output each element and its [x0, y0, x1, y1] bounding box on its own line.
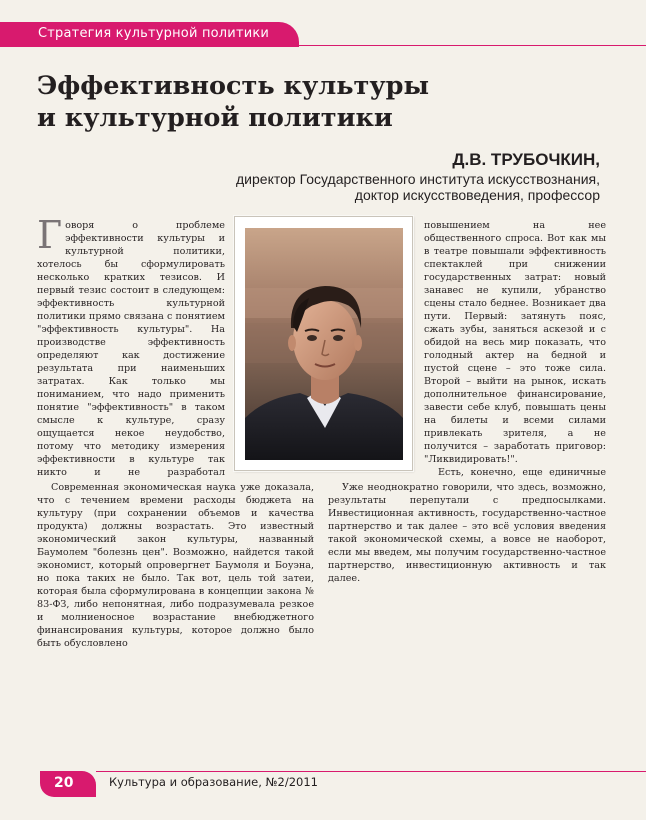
journal-title: Культура и образование, №2/2011 [109, 775, 318, 789]
paragraph-4: Есть, конечно, еще единичные [438, 467, 606, 478]
title-line-2: и культурной политики [37, 103, 393, 133]
paragraph-5: Уже неоднократно говорили, что здесь, возможно, результаты перепутали с предпосылками. Инвестиционная активность, государственно-частное партнерство и так далее – это всё условия введения такой экономической схемы, а вовсе не наоборот, если мы введем, мы получим государственно-частное партнерство, инвестиционную активность и так далее. [328, 482, 606, 584]
author-name: Д.В. ТРУБОЧКИН, [452, 150, 600, 169]
article-title [37, 70, 429, 134]
page-number-badge [40, 771, 96, 797]
text-column-4 [328, 481, 606, 741]
portrait-illustration [245, 228, 403, 460]
drop-cap: Г [37, 219, 63, 257]
header-rule [299, 45, 646, 46]
title-line-1: Эффективность культуры [37, 71, 430, 101]
author-block [236, 150, 600, 203]
author-role-1: директор Государственного института искусствознания, [236, 171, 600, 187]
author-photo-frame [234, 216, 413, 471]
author-role-2: доктор искусствоведения, профессор [354, 187, 600, 203]
paragraph-3-continued: повышением на нее общественного спроса. Вот как мы в театре повышали эффективность спектаклей при снижении государственных затрат: новый занавес не купили, убранство сцены стало беднее. Возникает два пути. Первый: затянуть пояс, сжать зубы, заняться аскезой и с обидой на весь мир показать, что голодный актер на бедной и пустой сцене – это тоже сила. Второй – выйти на рынок, искать дополнительное финансирование, завести себе клуб, повышать цены на билеты и всеми силами привлекать зрителя, а не получится – заработать приговор: "Ликвидировать!". [424, 220, 606, 465]
page-number: 20 [54, 775, 74, 791]
section-title: Стратегия культурной политики [38, 26, 270, 41]
paragraph-1: Говоря о проблеме эффективности культуры и культурной политики, хотелось бы сформулировать несколько кратких тезисов. И первый тезис состоит в следующем: эффективность культурной политики прямо связана с понятием "эффективность культуры". На производстве эффективность определяют как достижение результата при наименьших затратах. Как только мы пониманием, что надо применить понятие "эффективность" в таком смысле к культуре, сразу ощущается некое неудобство, потому что методику измерения эффективности в культуре так никто и не разработал [37, 219, 225, 477]
author-photo [245, 228, 403, 460]
footer-rule [96, 771, 646, 772]
text-column-1 [37, 219, 225, 477]
section-banner [0, 22, 299, 47]
text-column-3 [37, 481, 314, 746]
paragraph-3: Современная экономическая наука уже доказала, что с течением времени расходы бюджета на культуру (при сохранении объемов и качества продукта) должны возрастать. Это известный экономический закон культуры, названный Баумолем "болезнь цен". Возможно, найдется такой экономист, который опровергнет Баумоля и Боуэна, но пока таких не было. Так вот, цель той затеи, которая была сформулирована в концепции закона № 83-ФЗ, либо непонятная, либо подразумевала резкое и молниеносное возрастание внебюджетного финансирования культуры, которое должно было быть обусловлено [37, 482, 314, 649]
text-column-2 [424, 219, 606, 481]
